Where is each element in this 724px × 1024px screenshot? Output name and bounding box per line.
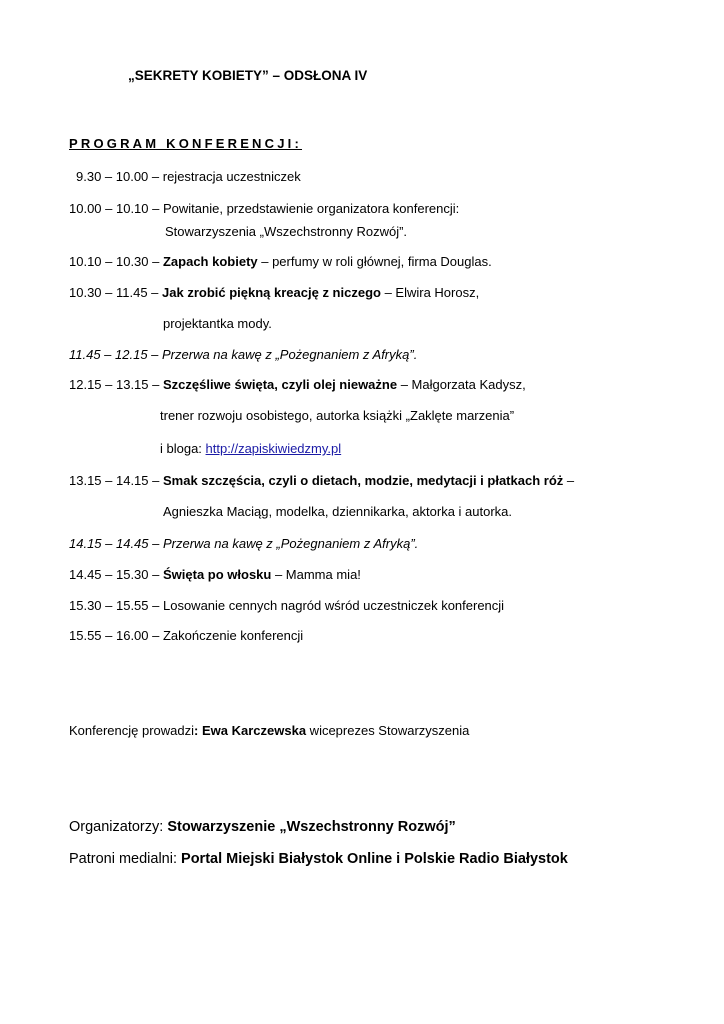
schedule-time: 14.45 – 15.30 – — [69, 567, 163, 582]
schedule-text: – Mamma mia! — [271, 567, 361, 582]
schedule-continuation: Agnieszka Maciąg, modelka, dziennikarka, aktorka i autorka. — [163, 504, 513, 519]
schedule-item-break — [69, 536, 418, 552]
schedule-time: 15.30 – 15.55 – — [69, 598, 163, 613]
program-heading: PROGRAM KONFERENCJI: — [69, 136, 303, 151]
schedule-time: 11.45 – 12.15 – — [69, 347, 163, 362]
schedule-text: – Małgorzata Kadysz, — [397, 377, 526, 392]
patrons-line — [69, 850, 568, 868]
schedule-item — [69, 473, 574, 489]
schedule-time: 9.30 – 10.00 – — [76, 169, 163, 184]
schedule-continuation — [160, 441, 341, 457]
schedule-time: 10.30 – 11.45 – — [69, 285, 163, 300]
schedule-title: Smak szczęścia, czyli o dietach, modzie, medytacji i płatkach róż — [162, 473, 564, 488]
organizers-line — [69, 818, 456, 836]
schedule-time: 13.15 – 14.15 – — [69, 473, 163, 488]
patrons-value: Portal Miejski Białystok Online i Polskie Radio Białystok — [181, 851, 568, 867]
schedule-time: 12.15 – 13.15 – — [69, 377, 163, 392]
schedule-text: rejestracja uczestniczek — [162, 169, 301, 184]
host-name: Ewa Karczewska — [201, 723, 307, 738]
schedule-continuation: Stowarzyszenia „Wszechstronny Rozwój”. — [165, 224, 408, 239]
schedule-title: Jak zrobić piękną kreację z niczego — [162, 285, 381, 300]
schedule-item — [69, 377, 526, 393]
schedule-item — [69, 201, 459, 217]
schedule-title: Święta po włosku — [162, 567, 272, 582]
schedule-item — [69, 285, 479, 301]
schedule-item-break — [69, 347, 417, 363]
schedule-text: Losowanie cennych nagród wśród uczestniczek konferencji — [162, 598, 505, 613]
schedule-text: – — [563, 473, 575, 488]
schedule-item — [76, 169, 301, 185]
schedule-continuation: trener rozwoju osobistego, autorka książki „Zaklęte marzenia” — [160, 408, 515, 423]
host-colon: : — [194, 723, 202, 738]
schedule-text: – Elwira Horosz, — [380, 285, 480, 300]
schedule-time: 15.55 – 16.00 – — [69, 628, 163, 643]
organizers-value: Stowarzyszenie „Wszechstronny Rozwój” — [167, 819, 456, 835]
schedule-continuation: projektantka mody. — [163, 316, 272, 331]
organizers-label: Organizatorzy: — [69, 819, 168, 835]
schedule-item — [69, 598, 504, 614]
schedule-item — [69, 567, 361, 583]
blog-prefix: i bloga: — [160, 441, 206, 456]
schedule-title: Zapach kobiety — [162, 254, 258, 269]
patrons-label: Patroni medialni: — [69, 851, 182, 867]
schedule-text: Przerwa na kawę z „Pożegnaniem z Afryką”. — [162, 347, 418, 362]
document-title: „SEKRETY KOBIETY” – ODSŁONA IV — [128, 68, 368, 83]
host-prefix: Konferencję prowadzi — [69, 723, 195, 738]
schedule-item — [69, 628, 303, 644]
schedule-text: Powitanie, przedstawienie organizatora konferencji: — [162, 201, 460, 216]
schedule-text: Przerwa na kawę z „Pożegnaniem z Afryką”. — [162, 536, 419, 551]
conference-host — [69, 723, 469, 739]
schedule-time: 10.00 – 10.10 – — [69, 201, 163, 216]
schedule-title: Szczęśliwe święta, czyli olej nieważne — [162, 377, 398, 392]
schedule-text: Zakończenie konferencji — [162, 628, 304, 643]
schedule-time: 14.15 – 14.45 – — [69, 536, 163, 551]
schedule-item — [69, 254, 492, 270]
host-suffix: wiceprezes Stowarzyszenia — [306, 723, 470, 738]
schedule-text: – perfumy w roli głównej, firma Douglas. — [257, 254, 492, 269]
blog-link[interactable]: http://zapiskiwiedzmy.pl — [205, 441, 342, 456]
schedule-time: 10.10 – 10.30 – — [69, 254, 163, 269]
